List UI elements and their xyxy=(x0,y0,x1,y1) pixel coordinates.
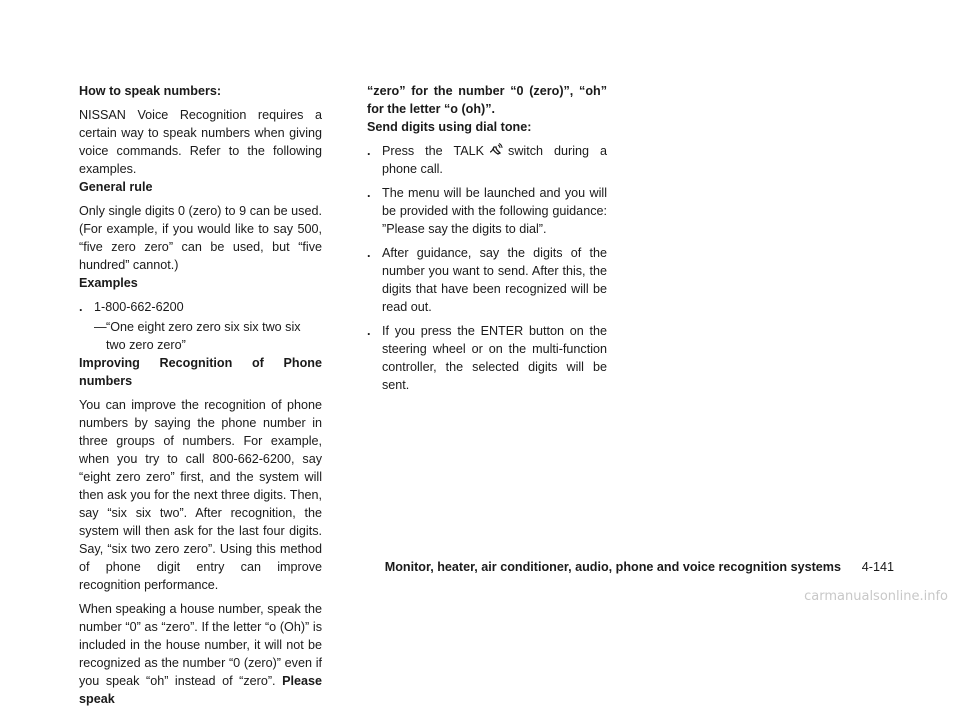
heading-general-rule: General rule xyxy=(79,180,153,194)
talk-switch-icon xyxy=(487,142,505,160)
list-item-text-post: switch during a phone call. xyxy=(382,144,607,176)
list-item-text: If you press the ENTER button on the steering wheel or on the multi-function controller, the selected digits will be sent. xyxy=(382,324,607,392)
general-rule-paragraph: Only single digits 0 (zero) to 9 can be used. (For example, if you would like to say 500, “five zero zero” can be used, but “five hundred” cannot.) xyxy=(79,204,322,272)
improving-paragraph: You can improve the recognition of phone numbers by saying the phone number in three groups of numbers. For example, when you try to call 800-662-6200, say “eight zero zero” first, and the system will then ask you for the next three digits. Then, say “six six two”. After recognition, the system will then ask for the last four digits. Say, “six two zero zero”. Using this method of phone digit entry can improve recognition performance. xyxy=(79,398,322,592)
bullet-dot: . xyxy=(367,144,371,158)
house-number-bold-text: Please speak xyxy=(79,674,322,706)
list-item xyxy=(367,184,607,238)
list-item-text-pre: Press the TALK xyxy=(382,144,485,158)
list-item xyxy=(367,244,607,316)
example-spoken: “One eight zero zero six six two six two zero zero” xyxy=(106,320,301,352)
list-item xyxy=(367,142,607,178)
continued-paragraph: “zero” for the number “0 (zero)”, “oh” for the letter “o (oh)”. xyxy=(367,84,607,116)
heading-improving-recognition: Improving Recognition of Phone numbers xyxy=(79,356,322,388)
intro-paragraph: NISSAN Voice Recognition requires a certain way to speak numbers when giving voice commands. Refer to the following examples. xyxy=(79,108,322,176)
bullet-dot: . xyxy=(367,186,371,200)
list-item xyxy=(367,322,607,394)
example-number: 1-800-662-6200 xyxy=(94,300,184,314)
example-sub-item xyxy=(79,318,322,354)
watermark: carmanualsonline.info xyxy=(804,589,948,604)
heading-examples: Examples xyxy=(79,276,138,290)
example-list-item xyxy=(79,298,322,316)
list-item-text: The menu will be launched and you will be provided with the following guidance: ”Please say the digits to dial”. xyxy=(382,186,607,236)
house-number-paragraph xyxy=(79,600,322,708)
section-title: Monitor, heater, air conditioner, audio, phone and voice recognition systems xyxy=(384,560,841,574)
bullet-dot: . xyxy=(367,324,371,338)
left-column xyxy=(79,82,322,708)
page-footer xyxy=(0,560,960,580)
heading-send-digits: Send digits using dial tone: xyxy=(367,120,532,134)
dash-marker: — xyxy=(94,320,107,334)
page-number: 4-141 xyxy=(861,560,894,574)
bullet-dot: . xyxy=(79,300,83,314)
right-column xyxy=(367,82,607,394)
heading-how-to-speak-numbers: How to speak numbers: xyxy=(79,84,222,98)
house-number-text: When speaking a house number, speak the number “0” as “zero”. If the letter “o (Oh)” is included in the house number, it will not be recognized as the number “0 (zero)” even if you speak “oh” instead of “zero”. xyxy=(79,602,322,688)
bullet-dot: . xyxy=(367,246,371,260)
list-item-text: After guidance, say the digits of the number you want to send. After this, the digits that have been recognized will be read out. xyxy=(382,246,607,314)
